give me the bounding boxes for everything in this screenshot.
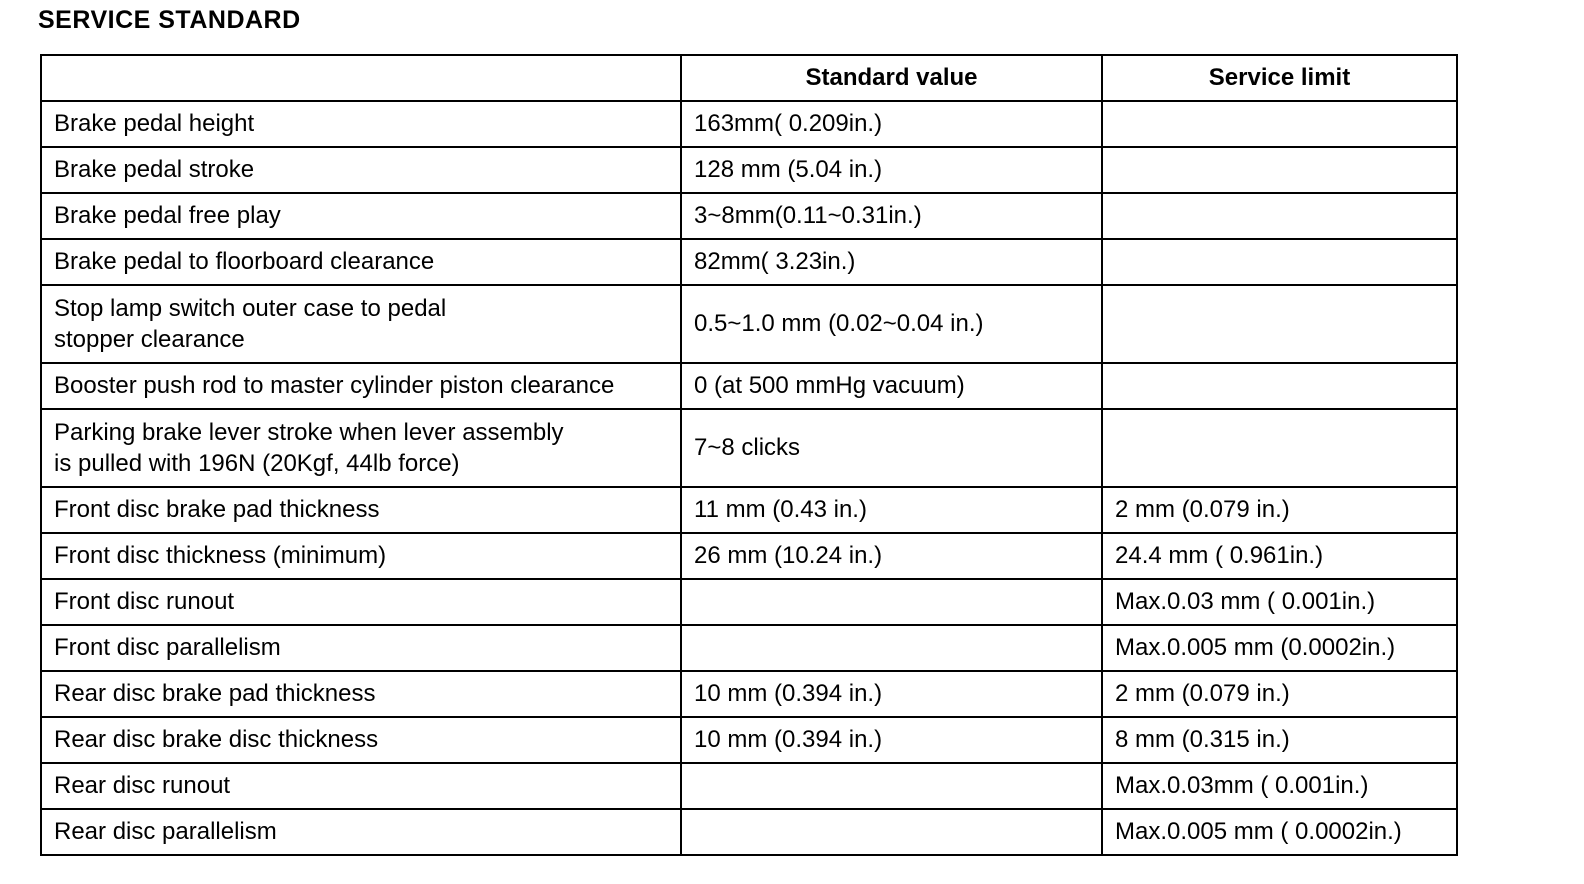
- table-row: [41, 193, 1457, 239]
- table-header-row: [41, 55, 1457, 101]
- row-service-limit-cell: [1102, 101, 1457, 147]
- row-standard-value-cell: 11 mm (0.43 in.): [681, 487, 1102, 533]
- row-item-cell: Front disc parallelism: [41, 625, 681, 671]
- row-item-cell: Front disc thickness (minimum): [41, 533, 681, 579]
- row-item-cell: Brake pedal height: [41, 101, 681, 147]
- row-item-cell: Rear disc runout: [41, 763, 681, 809]
- table-row: [41, 809, 1457, 855]
- table-row: [41, 487, 1457, 533]
- row-item-cell: Rear disc brake pad thickness: [41, 671, 681, 717]
- table-row: [41, 763, 1457, 809]
- row-item-cell: Stop lamp switch outer case to pedal stopper clearance: [41, 285, 681, 363]
- row-item-cell: Brake pedal stroke: [41, 147, 681, 193]
- row-service-limit-cell: 2 mm (0.079 in.): [1102, 671, 1457, 717]
- header-standard-value: Standard value: [681, 55, 1102, 101]
- row-service-limit-cell: Max.0.005 mm ( 0.0002in.): [1102, 809, 1457, 855]
- row-service-limit-cell: Max.0.03 mm ( 0.001in.): [1102, 579, 1457, 625]
- header-item: [41, 55, 681, 101]
- row-standard-value-cell: 7~8 clicks: [681, 409, 1102, 487]
- row-standard-value-cell: 10 mm (0.394 in.): [681, 671, 1102, 717]
- row-standard-value-cell: 10 mm (0.394 in.): [681, 717, 1102, 763]
- row-service-limit-cell: [1102, 239, 1457, 285]
- table-row: [41, 101, 1457, 147]
- table-row: [41, 717, 1457, 763]
- row-item-cell: Brake pedal to floorboard clearance: [41, 239, 681, 285]
- row-standard-value-cell: 3~8mm(0.11~0.31in.): [681, 193, 1102, 239]
- table-row: [41, 533, 1457, 579]
- row-item-cell: Rear disc brake disc thickness: [41, 717, 681, 763]
- row-standard-value-cell: [681, 625, 1102, 671]
- row-service-limit-cell: [1102, 363, 1457, 409]
- row-standard-value-cell: [681, 809, 1102, 855]
- table-body: [41, 101, 1457, 855]
- row-standard-value-cell: 128 mm (5.04 in.): [681, 147, 1102, 193]
- table-row: [41, 285, 1457, 363]
- row-standard-value-cell: 26 mm (10.24 in.): [681, 533, 1102, 579]
- row-standard-value-cell: [681, 579, 1102, 625]
- table-row: [41, 147, 1457, 193]
- row-standard-value-cell: 0 (at 500 mmHg vacuum): [681, 363, 1102, 409]
- row-service-limit-cell: 8 mm (0.315 in.): [1102, 717, 1457, 763]
- row-service-limit-cell: [1102, 409, 1457, 487]
- row-standard-value-cell: 0.5~1.0 mm (0.02~0.04 in.): [681, 285, 1102, 363]
- row-service-limit-cell: Max.0.03mm ( 0.001in.): [1102, 763, 1457, 809]
- row-item-cell: Parking brake lever stroke when lever assembly is pulled with 196N (20Kgf, 44lb force): [41, 409, 681, 487]
- table-row: [41, 409, 1457, 487]
- row-service-limit-cell: 2 mm (0.079 in.): [1102, 487, 1457, 533]
- row-item-cell: Brake pedal free play: [41, 193, 681, 239]
- row-standard-value-cell: 82mm( 3.23in.): [681, 239, 1102, 285]
- row-service-limit-cell: [1102, 285, 1457, 363]
- table-row: [41, 671, 1457, 717]
- table-row: [41, 363, 1457, 409]
- table-row: [41, 625, 1457, 671]
- table-row: [41, 579, 1457, 625]
- row-service-limit-cell: [1102, 147, 1457, 193]
- row-item-cell: Rear disc parallelism: [41, 809, 681, 855]
- service-standard-table: [40, 54, 1458, 856]
- row-item-cell: Booster push rod to master cylinder piston clearance: [41, 363, 681, 409]
- table-row: [41, 239, 1457, 285]
- row-item-cell: Front disc brake pad thickness: [41, 487, 681, 533]
- row-service-limit-cell: Max.0.005 mm (0.0002in.): [1102, 625, 1457, 671]
- page-title: SERVICE STANDARD: [38, 6, 301, 34]
- row-service-limit-cell: 24.4 mm ( 0.961in.): [1102, 533, 1457, 579]
- header-service-limit: Service limit: [1102, 55, 1457, 101]
- row-standard-value-cell: [681, 763, 1102, 809]
- row-standard-value-cell: 163mm( 0.209in.): [681, 101, 1102, 147]
- row-item-cell: Front disc runout: [41, 579, 681, 625]
- row-service-limit-cell: [1102, 193, 1457, 239]
